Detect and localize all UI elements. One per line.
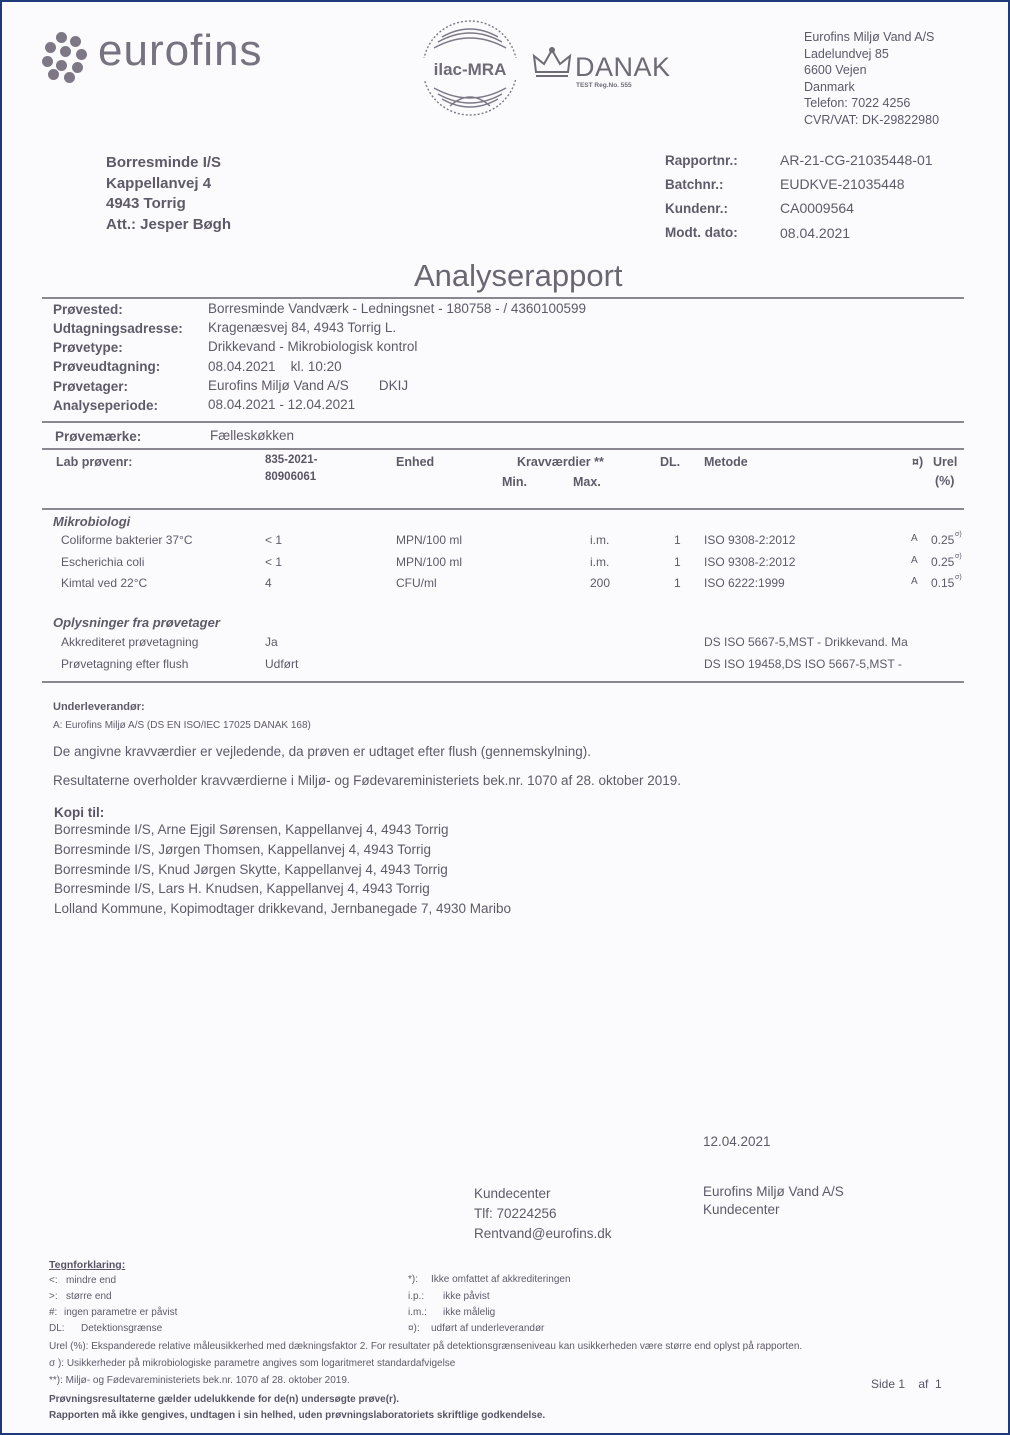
list-item: Borresminde I/S, Lars H. Knudsen, Kappellanvej 4, 4943 Torrig (54, 881, 430, 897)
method-header: Metode (704, 455, 748, 469)
info-label: Udtagningsadresse: (53, 321, 183, 336)
lab-no-line1: 835-2021- (265, 454, 318, 466)
customer-no-label: Kundenr.: (665, 201, 728, 216)
method-value: ISO 6222:1999 (704, 576, 785, 590)
urel-value: 0.25 (931, 533, 955, 547)
report-title: Analyserapport (414, 258, 623, 293)
info-label: Prøveudtagning: (53, 359, 161, 374)
legend-text: ingen parametre er påvist (64, 1307, 178, 1318)
param-name: Escherichia coli (61, 555, 145, 569)
received-date-label: Modt. dato: (665, 225, 738, 240)
divider (42, 448, 964, 450)
result-value: < 1 (265, 555, 283, 569)
note-paragraph: De angivne kravværdier er vejledende, da prøven er udtaget efter flush (gennemskylning). (53, 744, 592, 759)
note-paragraph: Resultaterne overholder kravværdierne i Miljø- og Fødevareministeriets bek.nr. 1070 af 28. oktober 2019. (53, 773, 682, 788)
kundecenter-line: Kundecenter (474, 1186, 551, 1201)
info-value: 08.04.2021 - 12.04.2021 (208, 397, 356, 412)
kundecenter-line: Rentvand@eurofins.dk (474, 1226, 612, 1241)
dl-value: 1 (674, 576, 681, 590)
legend-sym: i.p.: (408, 1291, 425, 1302)
legend-note: Urel (%): Ekspanderede relative måleusikkerhed med dækningsfaktor 2. For resultater på detektionsgrænseniveau kan usikkerheden være større end oplyst på rapporten. (49, 1341, 803, 1352)
urel-marker: ¤) (912, 455, 924, 469)
legend-sym: #: (49, 1307, 58, 1318)
max-value: 200 (590, 576, 611, 590)
legend-sym: >: (49, 1291, 58, 1302)
legend-sym: i.m.: (408, 1307, 427, 1318)
limits-header: Kravværdier ** (517, 455, 604, 469)
list-item: Borresminde I/S, Jørgen Thomsen, Kappellanvej 4, 4943 Torrig (54, 841, 431, 857)
max-value: i.m. (590, 533, 610, 547)
unit-value: MPN/100 ml (396, 555, 463, 569)
max-header: Max. (573, 475, 601, 489)
legend-text: større end (66, 1291, 112, 1302)
urel-sup: σ) (955, 553, 962, 560)
urel-header: Urel (933, 455, 958, 469)
lab-address-line: 6600 Vejen (804, 63, 867, 77)
legend-sym: *): (408, 1274, 418, 1285)
lab-address-line: CVR/VAT: DK-29822980 (804, 112, 940, 127)
result-value: 4 (265, 576, 272, 590)
info-value: 08.04.2021 kl. 10:20 (208, 359, 342, 374)
customer-no-value: CA0009564 (780, 200, 854, 216)
subcontractor-text: A: Eurofins Miljø A/S (DS EN ISO/IEC 17025 DANAK 168) (53, 720, 311, 731)
info-label: Prøvested: (53, 302, 123, 317)
kundecenter-contact (474, 1184, 612, 1244)
legend-note: σ ): Usikkerheder på mikrobiologiske parametre angives som logaritmeret standardafvigelse (49, 1358, 456, 1369)
unit-value: CFU/ml (396, 576, 437, 590)
page-number: Side 1 af 1 (871, 1377, 942, 1391)
list-item: Borresminde I/S, Arne Ejgil Sørensen, Kappellanvej 4, 4943 Torrig (54, 822, 449, 837)
eurofins-dots-icon (42, 32, 90, 80)
max-value: i.m. (590, 555, 610, 569)
subcontractor-code: A (911, 576, 918, 587)
info-label: Analyseperiode: (53, 398, 159, 413)
company-line: Eurofins Miljø Vand A/S (703, 1184, 844, 1199)
lab-no-line2: 80906061 (265, 471, 317, 483)
urel-value: 0.15 (931, 576, 955, 590)
info-value: Eurofins Miljø Vand A/S DKIJ (208, 378, 409, 393)
ilac-mra-seal (420, 18, 520, 118)
method-value: DS ISO 19458,DS ISO 5667-5,MST - (704, 657, 902, 671)
list-item: Lolland Kommune, Kopimodtager drikkevand, Jernbanegade 7, 4930 Maribo (54, 901, 512, 917)
received-date-value: 08.04.2021 (780, 225, 851, 241)
legend-title: Tegnforklaring: (49, 1259, 126, 1271)
recipient-line: Att.: Jesper Bøgh (106, 215, 232, 233)
legend-sym: <: (49, 1275, 58, 1286)
dl-header: DL. (660, 455, 681, 469)
result-value: < 1 (265, 533, 283, 547)
subcontractor-title: Underleverandør: (53, 701, 145, 713)
section-title: Oplysninger fra prøvetager (53, 615, 220, 630)
divider (42, 508, 964, 510)
legend-bold-note: Rapporten må ikke gengives, undtagen i sin helhed, uden prøvningslaboratoriets skriftlige godkendelse. (49, 1410, 546, 1421)
subcontractor-code: A (911, 533, 918, 544)
danak-logo: DANAK (575, 52, 671, 82)
urel-sup: σ) (955, 574, 962, 581)
result-value: Udført (265, 657, 299, 671)
lab-address-line: Danmark (804, 79, 855, 94)
legend-text: Ikke omfattet af akkrediteringen (431, 1274, 571, 1285)
recipient-line: Kappellanvej 4 (106, 174, 212, 192)
divider (42, 681, 964, 683)
param-name: Prøvetagning efter flush (61, 657, 189, 671)
recipient-line: 4943 Torrig (106, 195, 186, 212)
unit-header: Enhed (396, 455, 435, 469)
param-name: Coliforme bakterier 37°C (61, 533, 193, 547)
eurofins-logo: eurofins (98, 26, 263, 75)
batch-no-label: Batchnr.: (665, 177, 724, 192)
recipient-line: Borresminde I/S (106, 154, 222, 171)
param-name: Akkrediteret prøvetagning (61, 635, 199, 649)
lab-address-line: Eurofins Miljø Vand A/S (804, 30, 935, 44)
info-value: Borresminde Vandværk - Ledningsnet - 180758 - / 4360100599 (208, 301, 586, 316)
report-no-value: AR-21-CG-21035448-01 (780, 152, 933, 168)
subcontractor-code: A (911, 555, 918, 566)
sample-mark-value: Fælleskøkken (210, 428, 295, 443)
legend-sym: DL: (49, 1323, 65, 1334)
copy-list (54, 820, 511, 919)
legend-bold-note: Prøvningsresultaterne gælder udelukkende for de(n) undersøgte prøve(r). (49, 1394, 400, 1405)
divider (42, 297, 964, 299)
recipient-address (106, 153, 231, 235)
info-value: Drikkevand - Mikrobiologisk kontrol (208, 339, 418, 354)
urel-sup: σ) (955, 531, 962, 538)
urel-pct-header: (%) (935, 474, 955, 488)
batch-no-value: EUDKVE-21035448 (780, 176, 905, 192)
param-name: Kimtal ved 22°C (61, 576, 148, 590)
urel-value: 0.25 (931, 555, 955, 569)
crown-icon (532, 46, 572, 80)
method-value: ISO 9308-2:2012 (704, 555, 796, 569)
method-value: ISO 9308-2:2012 (704, 533, 796, 547)
dl-value: 1 (674, 555, 681, 569)
copy-title: Kopi til: (54, 805, 105, 820)
result-value: Ja (265, 635, 278, 649)
legend-text: ikke målelig (443, 1307, 496, 1318)
method-value: DS ISO 5667-5,MST - Drikkevand. Ma (704, 635, 908, 649)
legend-text: udført af underleverandør (431, 1323, 545, 1334)
danak-reg: TEST Reg.No. 555 (576, 82, 632, 89)
sample-mark-label: Prøvemærke: (55, 429, 142, 444)
unit-value: MPN/100 ml (396, 533, 463, 547)
legend-note: **): Miljø- og Fødevareministeriets bek.nr. 1070 af 28. oktober 2019. (49, 1375, 350, 1386)
list-item: Borresminde I/S, Knud Jørgen Skytte, Kappellanvej 4, 4943 Torrig (54, 861, 448, 877)
report-no-label: Rapportnr.: (665, 153, 738, 168)
svg-text:ilac-MRA: ilac-MRA (433, 60, 507, 79)
lab-address-line: Telefon: 7022 4256 (804, 96, 911, 110)
dl-value: 1 (674, 533, 681, 547)
legend-sym: ¤): (408, 1323, 420, 1334)
min-header: Min. (502, 475, 527, 489)
info-label: Prøvetager: (53, 379, 129, 394)
lab-no-label: Lab prøvenr: (56, 455, 133, 469)
signature-company (703, 1183, 844, 1219)
info-label: Prøvetype: (53, 340, 123, 355)
section-title: Mikrobiologi (53, 514, 131, 529)
divider (42, 421, 964, 423)
lab-address (804, 29, 939, 128)
lab-address-line: Ladelundvej 85 (804, 46, 889, 61)
info-value: Kragenæsvej 84, 4943 Torrig L. (208, 320, 397, 335)
kundecenter-line: Tlf: 70224256 (474, 1206, 557, 1221)
legend-text: mindre end (66, 1275, 117, 1286)
legend-text: ikke påvist (443, 1291, 490, 1302)
company-line: Kundecenter (703, 1202, 780, 1217)
legend-text: Detektionsgrænse (81, 1323, 163, 1334)
signature-date: 12.04.2021 (703, 1134, 771, 1149)
